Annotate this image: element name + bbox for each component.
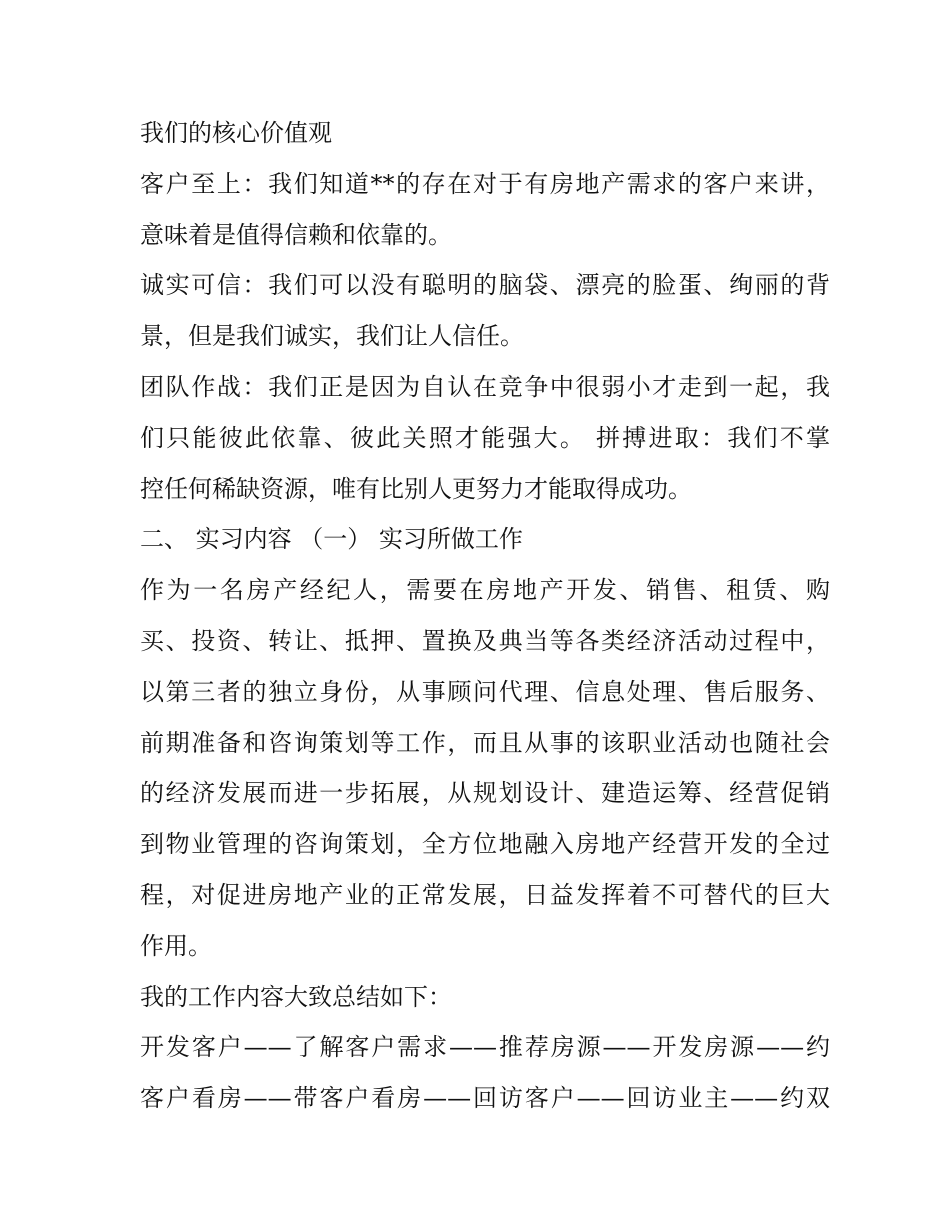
paragraph-line: 开发客户——了解客户需求——推荐房源——开发房源——约 <box>140 1033 830 1062</box>
paragraph-agent-role <box>140 565 830 971</box>
paragraph-line: 以第三者的独立身份，从事顾问代理、信息处理、售后服务、 <box>140 677 830 706</box>
paragraph-line: 程，对促进房地产业的正常发展，日益发挥着不可替代的巨大 <box>140 880 830 909</box>
paragraph-workflow <box>140 1022 830 1124</box>
paragraph-work-summary <box>140 972 830 1023</box>
paragraph-line: 买、投资、转让、抵押、置换及典当等各类经济活动过程中， <box>140 626 830 655</box>
paragraph-line: 客户至上：我们知道**的存在对于有房地产需求的客户来讲， <box>140 169 830 198</box>
paragraph-line: 团队作战：我们正是因为自认在竞争中很弱小才走到一起，我 <box>140 372 830 401</box>
paragraph-line: 的经济发展而进一步拓展，从规划设计、建造运筹、经营促销 <box>140 779 830 808</box>
heading-core-values <box>140 108 830 159</box>
paragraph-line: 诚实可信：我们可以没有聪明的脑袋、漂亮的脸蛋、绚丽的背 <box>140 271 830 300</box>
paragraph-line: 控任何稀缺资源，唯有比别人更努力才能取得成功。 <box>140 474 692 503</box>
paragraph-line: 们只能彼此依靠、彼此关照才能强大。 拼搏进取：我们不掌 <box>140 423 830 452</box>
paragraph-line: 意味着是值得信赖和依靠的。 <box>140 220 452 249</box>
document-body <box>140 108 830 1124</box>
section-heading-text: 二、 实习内容 （一） 实习所做工作 <box>140 525 523 554</box>
paragraph-line: 景，但是我们诚实，我们让人信任。 <box>140 322 524 351</box>
paragraph-customer-first <box>140 159 830 261</box>
paragraph-line: 作用。 <box>140 931 212 960</box>
heading-text: 我们的核心价值观 <box>140 119 332 147</box>
paragraph-line: 客户看房——带客户看房——回访客户——回访业主——约双 <box>140 1084 830 1113</box>
paragraph-teamwork <box>140 362 830 514</box>
paragraph-honesty <box>140 260 830 362</box>
section-heading-internship <box>140 514 830 565</box>
paragraph-line: 作为一名房产经纪人，需要在房地产开发、销售、租赁、购 <box>140 576 830 605</box>
paragraph-line: 我的工作内容大致总结如下： <box>140 982 452 1011</box>
paragraph-line: 到物业管理的咨询策划，全方位地融入房地产经营开发的全过 <box>140 830 830 859</box>
paragraph-line: 前期准备和咨询策划等工作，而且从事的该职业活动也随社会 <box>140 728 830 757</box>
